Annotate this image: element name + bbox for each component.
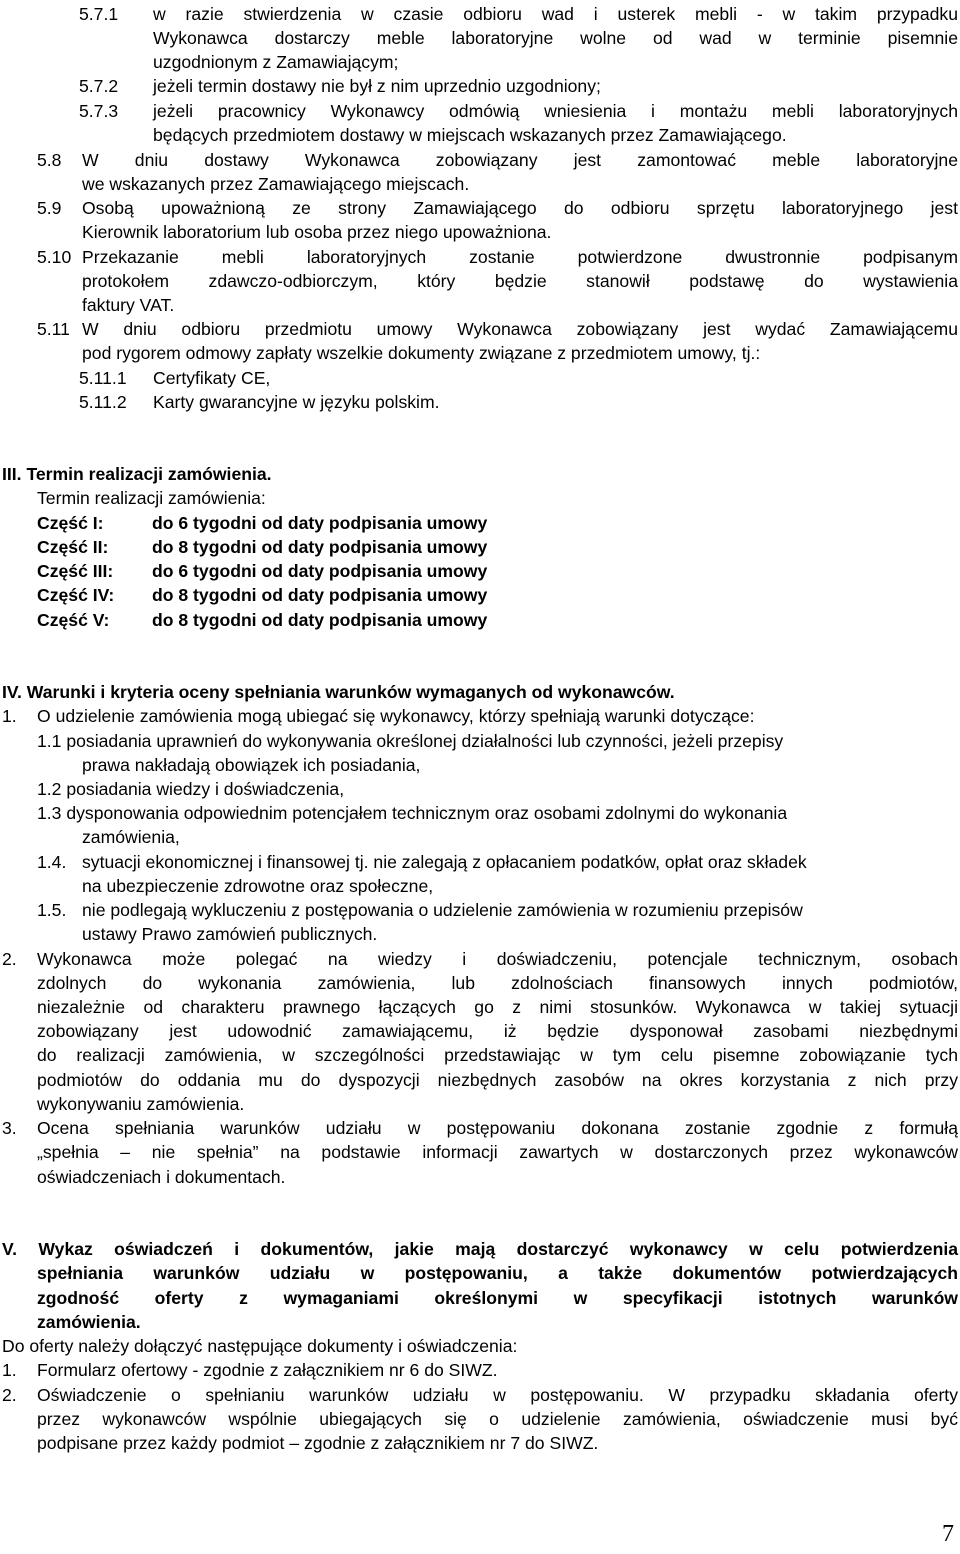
part-term: do 8 tygodni od daty podpisania umowy [152,585,488,605]
paragraph-line: podmiotów do oddania mu do dyspozycji niezbędnych zasobów na okres korzystania z nich przy [37,1070,958,1090]
section-heading: IV. Warunki i kryteria oceny spełniania warunków wymaganych od wykonawców. [2,682,675,702]
paragraph-line: Do oferty należy dołączyć następujące dokumenty i oświadczenia: [2,1336,518,1356]
item-number: 5.11.2 [79,392,127,412]
paragraph-line: wykonywaniu zamówienia. [37,1094,245,1114]
part-label: Część I: [37,513,104,533]
paragraph-line: w razie stwierdzenia w czasie odbioru wad i usterek mebli - w takim przypadku [153,4,958,24]
paragraph-line: podpisane przez każdy podmiot – zgodnie z załącznikiem nr 7 do SIWZ. [37,1433,599,1453]
paragraph-line: przez wykonawców wspólnie ubiegających się o udzielenie zamówienia, oświadczenie musi być [37,1409,958,1429]
paragraph-line: faktury VAT. [82,295,175,315]
paragraph-line: Przekazanie mebli laboratoryjnych zostanie potwierdzone dwustronnie podpisanym [82,247,958,267]
list-item: Oświadczenie o spełnianiu warunków udziału w postępowaniu. W przypadku składania oferty [37,1385,958,1405]
paragraph-line: pod rygorem odmowy zapłaty wszelkie dokumenty związane z przedmiotem umowy, tj.: [82,343,761,363]
list-item: Formularz ofertowy - zgodnie z załącznikiem nr 6 do SIWZ. [37,1360,498,1380]
item-number: 1. [2,706,17,726]
item-number: 1. [2,1360,17,1380]
paragraph-line: Wykonawca dostarczy meble laboratoryjne wolne od wad w terminie pisemnie [153,28,958,48]
list-item: 1.2 posiadania wiedzy i doświadczenia, [37,779,345,799]
item-number: 5.11.1 [79,368,127,388]
item-number: 2. [2,1385,17,1405]
list-item: 1.1 posiadania uprawnień do wykonywania określonej działalności lub czynności, jeżeli przepisy [37,731,784,751]
part-term: do 8 tygodni od daty podpisania umowy [152,537,488,557]
part-label: Część V: [37,610,110,630]
paragraph-line: do realizacji zamówienia, w szczególności przedstawiając w tym celu pisemne zobowiązanie tych [37,1045,958,1065]
item-number: 5.7.2 [79,76,119,96]
paragraph-line: „spełnia – nie spełnia” na podstawie informacji zawartych w dostarczonych przez wykonawców [37,1142,958,1162]
item-number: 5.10 [37,247,72,267]
list-item: Karty gwarancyjne w języku polskim. [153,392,440,412]
paragraph-line: prawa nakładają obowiązek ich posiadania, [82,755,421,775]
part-label: Część III: [37,561,114,581]
paragraph-line: niezależnie od charakteru prawnego łączących go z nimi stosunków. Wykonawca w takiej sytuacji [37,997,958,1017]
item-number: 2. [2,949,17,969]
item-number: 1.4. [37,852,67,872]
item-number: 5.7.1 [79,4,119,24]
item-number: 5.9 [37,198,62,218]
list-item: Certyfikaty CE, [153,368,271,388]
section-heading: III. Termin realizacji zamówienia. [2,464,272,484]
part-term: do 6 tygodni od daty podpisania umowy [152,513,488,533]
item-number: 3. [2,1118,17,1138]
page-number: 7 [942,1521,954,1547]
paragraph-line: zobowiązany jest udowodnić zamawiającemu, iż będzie dysponował zasobami niezbędnymi [37,1021,958,1041]
item-number: 1.5. [37,900,67,920]
paragraph-line: Kierownik laboratorium lub osoba przez niego upoważniona. [82,222,552,242]
part-term: do 8 tygodni od daty podpisania umowy [152,610,488,630]
paragraph-line: na ubezpieczenie zdrowotne oraz społeczne, [82,876,434,896]
part-label: Część II: [37,537,109,557]
paragraph-line: Termin realizacji zamówienia: [37,488,266,508]
paragraph-line: Wykonawca może polegać na wiedzy i doświadczeniu, potencjale technicznym, osobach [37,949,958,969]
paragraph-line: jeżeli pracownicy Wykonawcy odmówią wniesienia i montażu mebli laboratoryjnych [153,101,958,121]
item-number: 5.7.3 [79,101,119,121]
paragraph-line: zdolnych do wykonania zamówienia, lub zdolnościach finansowych innych podmiotów, [37,973,958,993]
list-item: 1.3 dysponowania odpowiednim potencjałem technicznym oraz osobami zdolnymi do wykonania [37,803,788,823]
part-term: do 6 tygodni od daty podpisania umowy [152,561,488,581]
paragraph-line: będących przedmiotem dostawy w miejscach wskazanych przez Zamawiającego. [153,125,787,145]
paragraph-line: protokołem zdawczo-odbiorczym, który będzie stanowił podstawę do wystawienia [82,271,958,291]
part-label: Część IV: [37,585,115,605]
paragraph-line: Osobą upoważnioną ze strony Zamawiającego do odbioru sprzętu laboratoryjnego jest [82,198,958,218]
section-heading: zamówienia. [37,1312,141,1332]
item-number: 5.8 [37,150,62,170]
paragraph-line: W dniu odbioru przedmiotu umowy Wykonawca zobowiązany jest wydać Zamawiającemu [82,319,958,339]
item-number: 5.11 [37,319,70,339]
paragraph-line: jeżeli termin dostawy nie był z nim uprzednio uzgodniony; [153,76,601,96]
paragraph-line: O udzielenie zamówienia mogą ubiegać się wykonawcy, którzy spełniają warunki dotyczące: [37,706,755,726]
section-heading: spełniania warunków udziału w postępowaniu, a także dokumentów potwierdzających [37,1263,958,1283]
paragraph-line: we wskazanych przez Zamawiającego miejscach. [82,174,470,194]
paragraph-line: Ocena spełniania warunków udziału w postępowaniu dokonana zostanie zgodnie z formułą [37,1118,958,1138]
section-heading: zgodność oferty z wymaganiami określonymi w specyfikacji istotnych warunków [37,1288,958,1308]
list-item: nie podlegają wykluczeniu z postępowania o udzielenie zamówienia w rozumieniu przepisów [82,900,803,920]
paragraph-line: zamówienia, [82,827,180,847]
paragraph-line: ustawy Prawo zamówień publicznych. [82,924,378,944]
list-item: sytuacji ekonomicznej i finansowej tj. nie zalegają z opłacaniem podatków, opłat oraz składek [82,852,807,872]
paragraph-line: oświadczeniach i dokumentach. [37,1167,286,1187]
paragraph-line: W dniu dostawy Wykonawca zobowiązany jest zamontować meble laboratoryjne [82,150,958,170]
section-heading: V. Wykaz oświadczeń i dokumentów, jakie mają dostarczyć wykonawcy w celu potwierdzenia [2,1239,958,1259]
paragraph-line: uzgodnionym z Zamawiającym; [153,52,399,72]
